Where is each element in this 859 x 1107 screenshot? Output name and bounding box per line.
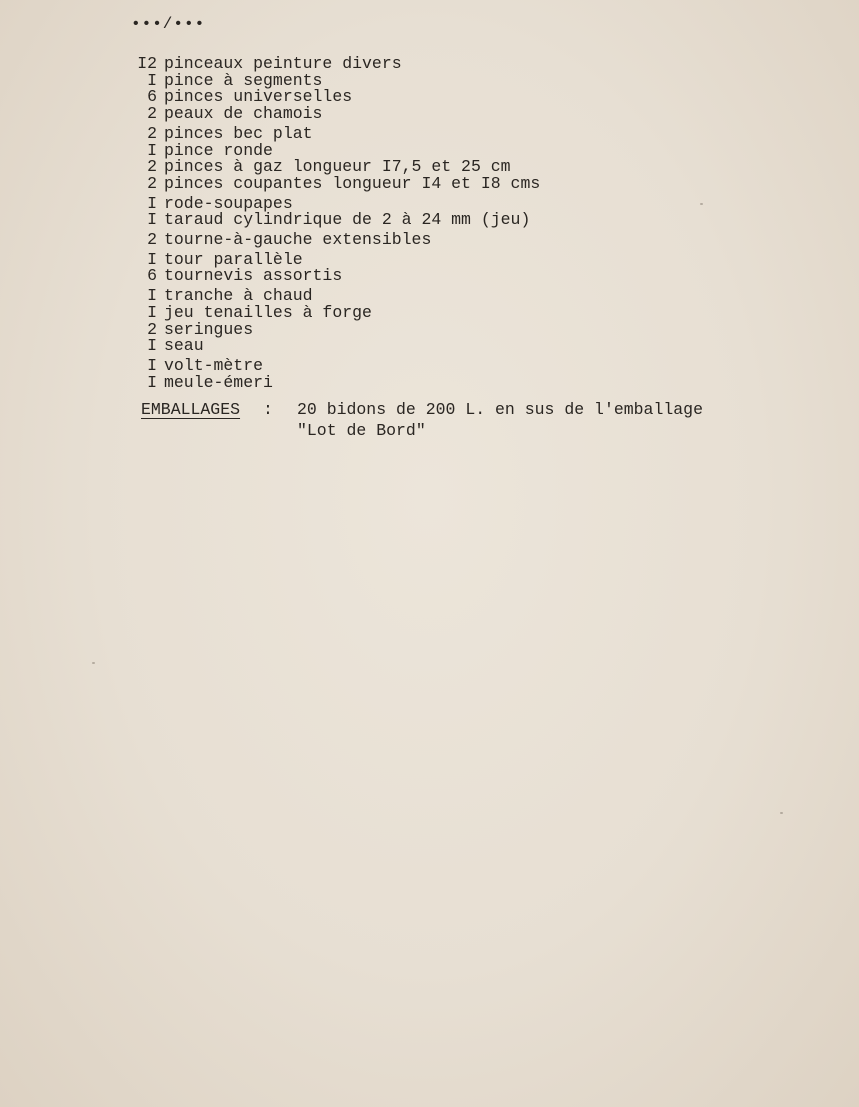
item-description: jeu tenailles à forge: [164, 302, 372, 322]
item-quantity: I: [147, 140, 157, 160]
packaging-label: EMBALLAGES: [141, 400, 241, 419]
packaging-text-continued: "Lot de Bord": [297, 421, 426, 440]
item-description: seau: [164, 336, 204, 356]
item-description: pinces coupantes longueur I4 et I8 cms: [164, 173, 541, 193]
item-quantity: I: [147, 70, 157, 90]
item-description: tranche à chaud: [164, 286, 313, 306]
inventory-list: [133, 56, 540, 391]
item-quantity: 2: [147, 319, 157, 339]
packaging-separator: :: [263, 400, 273, 419]
list-item: [133, 232, 540, 249]
continuation-mark: •••/•••: [131, 15, 206, 33]
paper-speck: [700, 203, 703, 205]
list-item: [133, 106, 540, 123]
item-quantity: 2: [147, 230, 157, 250]
item-description: volt-mètre: [164, 355, 264, 375]
item-quantity: 6: [147, 266, 157, 286]
item-quantity: I: [147, 336, 157, 356]
item-quantity: 6: [147, 87, 157, 107]
list-item: [133, 338, 540, 355]
item-quantity: I: [147, 193, 157, 213]
item-quantity: 2: [147, 173, 157, 193]
packaging-line: [141, 399, 703, 420]
item-quantity: 2: [147, 123, 157, 143]
packaging-text: 20 bidons de 200 L. en sus de l'emballage: [297, 400, 703, 419]
list-item: [133, 268, 540, 285]
list-item: [133, 372, 540, 392]
item-quantity: I: [147, 249, 157, 269]
list-item: [133, 212, 540, 229]
list-item: [133, 123, 540, 143]
item-quantity: 2: [147, 104, 157, 124]
item-description: pince à segments: [164, 70, 323, 90]
packaging-section: [141, 399, 703, 441]
item-description: taraud cylindrique de 2 à 24 mm (jeu): [164, 210, 531, 230]
item-description: pinceaux peinture divers: [164, 54, 402, 73]
item-description: meule-émeri: [164, 372, 273, 392]
item-description: tournevis assortis: [164, 266, 343, 286]
paper-speck: [780, 812, 783, 814]
item-description: rode-soupapes: [164, 193, 293, 213]
item-quantity: I: [147, 210, 157, 230]
item-description: peaux de chamois: [164, 104, 323, 124]
item-description: tourne-à-gauche extensibles: [164, 230, 432, 250]
item-description: pinces à gaz longueur I7,5 et 25 cm: [164, 157, 511, 177]
list-item: [133, 173, 541, 193]
item-description: tour parallèle: [164, 249, 303, 269]
item-quantity: I: [147, 286, 157, 306]
item-description: seringues: [164, 319, 254, 339]
item-quantity: I: [147, 355, 157, 375]
item-description: pince ronde: [164, 140, 273, 160]
item-quantity: I2: [137, 54, 157, 73]
item-description: pinces universelles: [164, 87, 353, 107]
item-quantity: 2: [147, 157, 157, 177]
item-quantity: I: [147, 372, 157, 392]
item-quantity: I: [147, 302, 157, 322]
paper-speck: [92, 662, 95, 664]
item-description: pinces bec plat: [164, 123, 313, 143]
